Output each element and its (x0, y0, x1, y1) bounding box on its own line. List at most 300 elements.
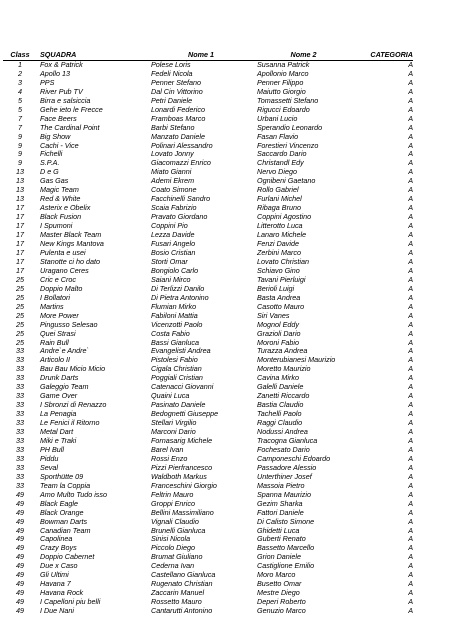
class-cell: 49 (16, 562, 24, 571)
class-cell: 17 (16, 248, 24, 257)
nome1-cell: Marconi Dario (151, 428, 196, 437)
header-nome2: Nome 2 (254, 51, 353, 60)
nome1-cell: Flumian Mirko (151, 302, 197, 311)
table-row (3, 267, 413, 276)
categoria-cell: A (408, 598, 413, 607)
team-cell: Apollo 13 (40, 69, 70, 78)
nome2-cell: Berioli Luigi (257, 284, 295, 293)
nome2-cell: Ribaga Bruno (257, 204, 301, 213)
class-cell: 49 (16, 499, 24, 508)
table-row (3, 106, 413, 115)
class-cell: 49 (16, 607, 24, 616)
nome1-cell: Fabiloni Mattia (151, 311, 198, 320)
categoria-cell: A (408, 87, 413, 96)
table-row (3, 491, 413, 500)
nome1-cell: Zaccarin Manuel (151, 589, 205, 598)
nome1-cell: Castellano Gianluca (151, 571, 216, 580)
nome1-cell: Coato Simone (151, 186, 197, 195)
categoria-cell: A (408, 526, 413, 535)
nome1-cell: Cigala Christian (151, 365, 202, 374)
team-cell: Miki e Traki (40, 436, 77, 445)
class-cell: 49 (16, 580, 24, 589)
table-row (3, 410, 413, 419)
class-cell: 33 (16, 472, 24, 481)
table-row (3, 571, 413, 580)
team-cell: Master Black Team (40, 231, 102, 240)
team-cell: I Spumoni (40, 222, 73, 231)
table-row (3, 383, 413, 392)
nome2-cell: Mestre Diego (257, 589, 300, 598)
nome2-cell: Di Calisto Simone (257, 517, 315, 526)
team-cell: I Bollatori (40, 293, 70, 302)
team-cell: Pulenta e usei (40, 248, 86, 257)
categoria-cell: A (408, 419, 413, 428)
nome2-cell: Zanetti Riccardo (257, 392, 310, 401)
categoria-cell: A (408, 311, 413, 320)
team-cell: Andre`e Andre` (40, 347, 89, 356)
categoria-cell: A (408, 257, 413, 266)
table-row (3, 535, 413, 544)
nome2-cell: Fenzi Davide (257, 240, 299, 249)
class-cell: 5 (18, 96, 22, 105)
class-cell: 49 (16, 544, 24, 553)
table-row (3, 303, 413, 312)
nome2-cell: Spanna Maurizio (257, 490, 311, 499)
class-cell: 17 (16, 240, 24, 249)
team-cell: New Kings Mantova (40, 240, 104, 249)
table-row (3, 553, 413, 562)
categoria-cell: A (408, 356, 413, 365)
class-cell: 5 (18, 105, 22, 114)
class-cell: 33 (16, 445, 24, 454)
team-cell: Stanotte ci ho dato (40, 257, 100, 266)
nome1-cell: Evangelisti Andrea (151, 347, 211, 356)
categoria-cell: A (408, 580, 413, 589)
team-cell: Havana 7 (40, 580, 71, 589)
team-cell: Red & White (40, 195, 81, 204)
table-row (3, 437, 413, 446)
team-cell: Canadian Team (40, 526, 91, 535)
table-row (3, 142, 413, 151)
nome2-cell: Grazioli Dario (257, 329, 301, 338)
class-cell: 33 (16, 401, 24, 410)
team-cell: Crazy Boys (40, 544, 77, 553)
team-cell: Black Fusion (40, 213, 82, 222)
table-row (3, 285, 413, 294)
categoria-cell: A (408, 123, 413, 132)
nome1-cell: Groppi Enrico (151, 499, 195, 508)
nome1-cell: Piccolo Diego (151, 544, 195, 553)
categoria-cell: A (408, 562, 413, 571)
table-row (3, 276, 413, 285)
team-cell: Gehe ieto le Frecce (40, 105, 103, 114)
nome1-cell: Brumat Giuliano (151, 553, 203, 562)
class-cell: 49 (16, 490, 24, 499)
nome1-cell: Pistolesi Fabio (151, 356, 198, 365)
team-cell: The Cardinal Point (40, 123, 100, 132)
team-cell: Fox & Patrick (40, 60, 83, 69)
table-row (3, 88, 413, 97)
table-row (3, 589, 413, 598)
nome1-cell: Quaini Luca (151, 392, 190, 401)
team-cell: River Pub TV (40, 87, 83, 96)
nome2-cell: Coppini Agostino (257, 213, 312, 222)
class-cell: 49 (16, 589, 24, 598)
team-cell: Doppio Cabernet (40, 553, 95, 562)
categoria-cell: A (408, 240, 413, 249)
class-cell: 25 (16, 302, 24, 311)
table-row (3, 115, 413, 124)
categoria-cell: A (408, 320, 413, 329)
table-row (3, 133, 413, 142)
class-cell: 2 (18, 69, 22, 78)
nome1-cell: Rossetto Mauro (151, 598, 202, 607)
categoria-cell: A (408, 105, 413, 114)
nome1-cell: Bongiolo Carlo (151, 266, 199, 275)
categoria-cell: A (408, 392, 413, 401)
nome1-cell: Lonardi Federico (151, 105, 205, 114)
class-cell: 1 (18, 60, 22, 69)
team-cell: I Due Nani (40, 607, 74, 616)
team-cell: Team la Coppia (40, 481, 91, 490)
nome2-cell: Ghidetti Luca (257, 526, 300, 535)
nome1-cell: Feltrin Mauro (151, 490, 194, 499)
table-row (3, 473, 413, 482)
nome2-cell: Zerbini Marco (257, 248, 301, 257)
table-row (3, 222, 413, 231)
table-row (3, 509, 413, 518)
table-row (3, 159, 413, 168)
class-cell: 25 (16, 275, 24, 284)
team-cell: PH Bull (40, 445, 64, 454)
nome2-cell: Grion Daniele (257, 553, 301, 562)
table-row (3, 240, 413, 249)
nome2-cell: Tachelli Paolo (257, 410, 302, 419)
class-cell: 49 (16, 508, 24, 517)
class-cell: 33 (16, 481, 24, 490)
nome2-cell: Rigucci Edoardo (257, 105, 310, 114)
table-row (3, 356, 413, 365)
table-row (3, 428, 413, 437)
team-cell: More Power (40, 311, 79, 320)
team-cell: D e G (40, 168, 59, 177)
nome1-cell: Pizzi Pierfrancesco (151, 463, 213, 472)
categoria-cell: A (408, 508, 413, 517)
nome1-cell: Petri Daniele (151, 96, 193, 105)
class-cell: 17 (16, 213, 24, 222)
categoria-cell: A (408, 517, 413, 526)
table-row (3, 446, 413, 455)
nome2-cell: Moro Marco (257, 571, 296, 580)
team-cell: Rain Bull (40, 338, 69, 347)
categoria-cell: A (408, 60, 413, 69)
class-cell: 13 (16, 186, 24, 195)
nome1-cell: Di Terlizzi Danilo (151, 284, 205, 293)
nome1-cell: Vicenzotti Paolo (151, 320, 203, 329)
nome1-cell: Ademi Ekrem (151, 177, 195, 186)
nome1-cell: Lovato Jonny (151, 150, 194, 159)
categoria-cell: A (408, 544, 413, 553)
nome2-cell: Camponeschi Edoardo (257, 454, 331, 463)
categoria-cell: A (408, 168, 413, 177)
team-cell: Face Beers (40, 114, 77, 123)
categoria-cell: A (408, 589, 413, 598)
table-row (3, 168, 413, 177)
header-row (3, 51, 413, 60)
team-cell: Drunk Darts (40, 374, 79, 383)
class-cell: 7 (18, 114, 22, 123)
nome2-cell: Tavani Pierluigi (257, 275, 306, 284)
nome2-cell: Susanna Patrick (257, 60, 310, 69)
class-cell: 25 (16, 329, 24, 338)
class-cell: 33 (16, 374, 24, 383)
class-cell: 49 (16, 535, 24, 544)
nome1-cell: Rossi Enzo (151, 454, 188, 463)
nome1-cell: Franceschini Giorgio (151, 481, 217, 490)
nome2-cell: Urbani Lucio (257, 114, 298, 123)
class-cell: 33 (16, 356, 24, 365)
nome2-cell: Schiavo Gino (257, 266, 300, 275)
categoria-cell: A (408, 463, 413, 472)
nome1-cell: Poggiali Cristian (151, 374, 203, 383)
team-cell: Gli Ultimi (40, 571, 69, 580)
categoria-cell: A (408, 428, 413, 437)
table-row (3, 321, 413, 330)
team-cell: Black Eagle (40, 499, 78, 508)
categoria-cell: A (408, 186, 413, 195)
categoria-cell: A (408, 195, 413, 204)
nome2-cell: Saccardo Dario (257, 150, 307, 159)
nome1-cell: Fusari Angelo (151, 240, 196, 249)
nome1-cell: Vignali Claudio (151, 517, 199, 526)
team-cell: La Penagia (40, 410, 77, 419)
categoria-cell: A (408, 329, 413, 338)
class-cell: 25 (16, 293, 24, 302)
nome1-cell: Cederna Ivan (151, 562, 195, 571)
nome2-cell: Maiutto Giorgio (257, 87, 306, 96)
nome1-cell: Stellari Virgilio (151, 419, 197, 428)
table-row (3, 330, 413, 339)
class-cell: 25 (16, 284, 24, 293)
table-row (3, 60, 413, 69)
nome1-cell: Saiani Mirco (151, 275, 191, 284)
nome2-cell: Fochesato Dario (257, 445, 310, 454)
team-cell: Capolinea (40, 535, 73, 544)
class-cell: 25 (16, 338, 24, 347)
table-row (3, 97, 413, 106)
nome2-cell: Turazza Andrea (257, 347, 308, 356)
table-row (3, 79, 413, 88)
categoria-cell: A (408, 159, 413, 168)
class-cell: 7 (18, 123, 22, 132)
nome2-cell: Litterotto Luca (257, 222, 303, 231)
categoria-cell: A (408, 114, 413, 123)
nome1-cell: Penner Stefano (151, 78, 201, 87)
team-cell: Cric e Croc (40, 275, 76, 284)
table-row (3, 598, 413, 607)
categoria-cell: A (408, 499, 413, 508)
table-row (3, 339, 413, 348)
table-row (3, 518, 413, 527)
team-cell: Asterix e Obelix (40, 204, 91, 213)
class-cell: 17 (16, 266, 24, 275)
nome1-cell: Framboas Marco (151, 114, 206, 123)
table-row (3, 124, 413, 133)
team-cell: Fichelli (40, 150, 63, 159)
nome2-cell: Galelli Daniele (257, 383, 304, 392)
team-cell: Galeggio Team (40, 383, 89, 392)
table-row (3, 258, 413, 267)
categoria-cell: A (408, 607, 413, 616)
nome1-cell: Coppini Pio (151, 222, 188, 231)
class-cell: 49 (16, 598, 24, 607)
class-cell: 13 (16, 177, 24, 186)
class-cell: 33 (16, 428, 24, 437)
nome1-cell: Miato Gianni (151, 168, 192, 177)
nome1-cell: Dal Cin Vittorino (151, 87, 203, 96)
nome2-cell: Castiglione Emilio (257, 562, 315, 571)
nome1-cell: Fedeli Nicola (151, 69, 193, 78)
table-body (3, 60, 413, 616)
table-row (3, 70, 413, 79)
categoria-cell: A (408, 490, 413, 499)
class-cell: 4 (18, 87, 22, 96)
header-nome1: Nome 1 (148, 51, 254, 60)
nome1-cell: Storti Omar (151, 257, 188, 266)
class-cell: 33 (16, 419, 24, 428)
class-cell: 13 (16, 195, 24, 204)
class-cell: 33 (16, 347, 24, 356)
nome2-cell: Passadore Alessio (257, 463, 317, 472)
categoria-cell: A (408, 436, 413, 445)
nome2-cell: Apollonio Marco (257, 69, 309, 78)
team-cell: Bau Bau Micio Micio (40, 365, 106, 374)
nome2-cell: Siri Vanes (257, 311, 290, 320)
nome2-cell: Raggi Claudio (257, 419, 303, 428)
table-row (3, 482, 413, 491)
table-row (3, 392, 413, 401)
categoria-cell: A (408, 553, 413, 562)
nome2-cell: Genuzio Marco (257, 607, 306, 616)
nome2-cell: Rollo Gabriel (257, 186, 299, 195)
categoria-cell: A (408, 410, 413, 419)
nome2-cell: Moretto Maurizio (257, 365, 311, 374)
nome2-cell: Fattori Daniele (257, 508, 304, 517)
categoria-cell: A (408, 293, 413, 302)
team-cell: Piddu (40, 454, 59, 463)
class-cell: 9 (18, 132, 22, 141)
categoria-cell: A (408, 266, 413, 275)
nome1-cell: Waldboth Markus (151, 472, 207, 481)
table-row (3, 249, 413, 258)
class-cell: 33 (16, 436, 24, 445)
team-cell: Magic Team (40, 186, 79, 195)
nome2-cell: Lovato Christian (257, 257, 309, 266)
table-row (3, 419, 413, 428)
categoria-cell: A (408, 383, 413, 392)
team-cell: Havana Rock (40, 589, 84, 598)
nome2-cell: Furlani Michel (257, 195, 302, 204)
categoria-cell: A (408, 302, 413, 311)
categoria-cell: A (408, 177, 413, 186)
class-cell: 33 (16, 392, 24, 401)
categoria-cell: A (408, 401, 413, 410)
header-categoria: CATEGORIA (353, 51, 413, 60)
nome2-cell: Christandl Edy (257, 159, 304, 168)
nome1-cell: Bellini Massimiliano (151, 508, 214, 517)
nome2-cell: Guberti Renato (257, 535, 306, 544)
nome1-cell: Giacomazzi Enrico (151, 159, 211, 168)
class-cell: 17 (16, 257, 24, 266)
class-cell: 25 (16, 320, 24, 329)
nome2-cell: Ognibeni Gaetano (257, 177, 316, 186)
table-row (3, 294, 413, 303)
team-cell: Gas Gas (40, 177, 69, 186)
class-cell: 9 (18, 150, 22, 159)
team-cell: Game Over (40, 392, 78, 401)
team-cell: Birra e salsiccia (40, 96, 91, 105)
categoria-cell: A (408, 248, 413, 257)
team-cell: Doppio Malto (40, 284, 83, 293)
table-row (3, 401, 413, 410)
categoria-cell: A (408, 445, 413, 454)
table-row (3, 347, 413, 356)
nome1-cell: Lezza Davide (151, 231, 195, 240)
team-cell: I Sbronzi di Renazzo (40, 401, 107, 410)
team-cell: Amo Multo Tudo isso (40, 490, 107, 499)
table-row (3, 231, 413, 240)
nome1-cell: Pravato Giordano (151, 213, 208, 222)
class-cell: 33 (16, 463, 24, 472)
nome2-cell: Fasan Flavio (257, 132, 299, 141)
header-squadra: SQUADRA (37, 51, 148, 60)
categoria-cell: A (408, 204, 413, 213)
nome1-cell: Polese Loris (151, 60, 191, 69)
nome2-cell: Tomassetti Stefano (257, 96, 319, 105)
categoria-cell: A (408, 96, 413, 105)
categoria-cell: A (408, 284, 413, 293)
table-row (3, 562, 413, 571)
class-cell: 49 (16, 553, 24, 562)
team-cell: Bowman Darts (40, 517, 88, 526)
table-row (3, 455, 413, 464)
team-cell: Due x Caso (40, 562, 78, 571)
team-cell: Martins (40, 302, 64, 311)
nome1-cell: Costa Fabio (151, 329, 190, 338)
nome2-cell: Penner Filippo (257, 78, 304, 87)
nome1-cell: Bedognetti Giuseppe (151, 410, 219, 419)
nome1-cell: Barel Ivan (151, 445, 184, 454)
nome2-cell: Nervo Diego (257, 168, 297, 177)
table-row (3, 365, 413, 374)
nome1-cell: Barbi Stefano (151, 123, 195, 132)
class-cell: 17 (16, 231, 24, 240)
nome1-cell: Facchinelli Sandro (151, 195, 211, 204)
table-row (3, 186, 413, 195)
nome2-cell: Gezim Sharka (257, 499, 303, 508)
nome2-cell: Forestieri Vincenzo (257, 141, 319, 150)
class-cell: 13 (16, 168, 24, 177)
nome2-cell: Bastia Claudio (257, 401, 304, 410)
class-cell: 25 (16, 311, 24, 320)
nome2-cell: Lanaro Michele (257, 231, 307, 240)
table-row (3, 150, 413, 159)
nome2-cell: Mognol Eddy (257, 320, 299, 329)
categoria-cell: A (408, 571, 413, 580)
categoria-cell: A (408, 222, 413, 231)
team-cell: PPS (40, 78, 55, 87)
nome1-cell: Brunelli Gianluca (151, 526, 206, 535)
